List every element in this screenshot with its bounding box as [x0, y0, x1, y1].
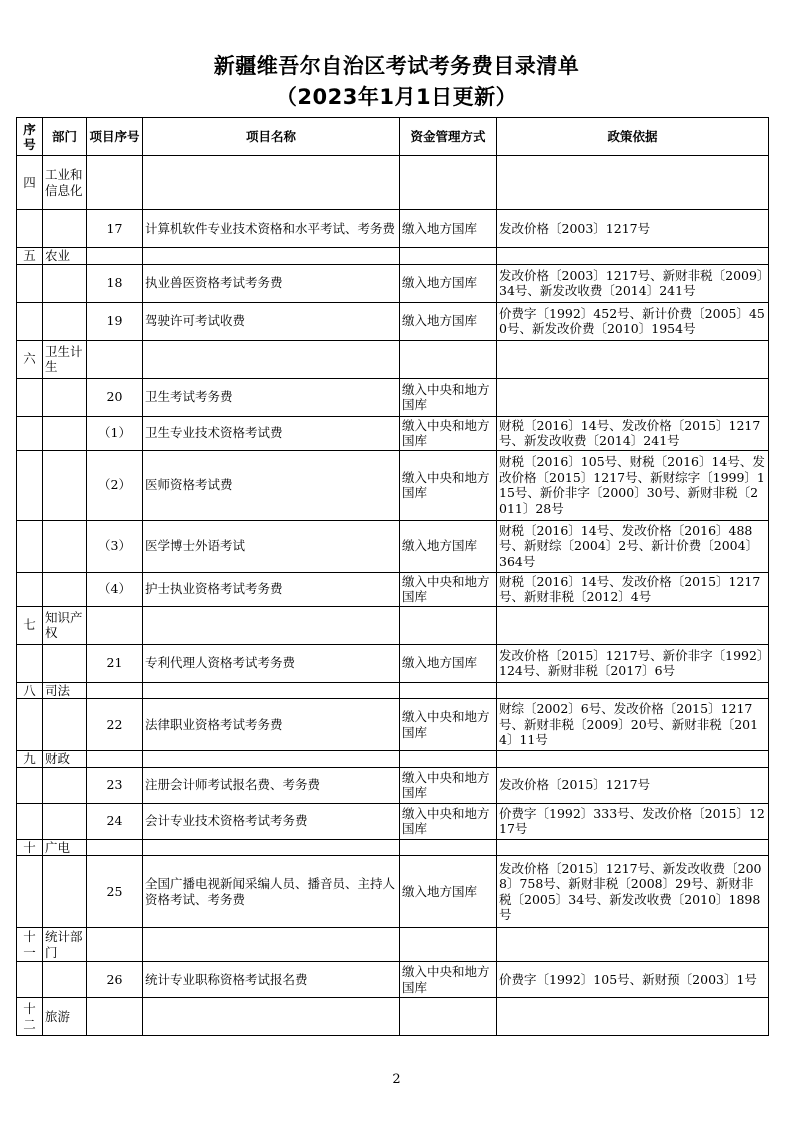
- cell-item-name: [143, 682, 400, 699]
- cell-policy-basis: 发改价格〔2015〕1217号、新发改收费〔2008〕758号、新财非税〔2008〕29号、新财非税〔2005〕34号、新发改收费〔2010〕1898号: [497, 856, 769, 928]
- cell-fund-management: [400, 340, 497, 378]
- cell-dept: [43, 644, 87, 682]
- cell-seq: 十一: [17, 928, 43, 962]
- cell-seq: [17, 302, 43, 340]
- table-row: [17, 378, 769, 416]
- table-row: [17, 856, 769, 928]
- cell-seq: [17, 644, 43, 682]
- category-row: [17, 156, 769, 210]
- cell-policy-basis: [497, 378, 769, 416]
- cell-item-name: [143, 928, 400, 962]
- cell-policy-basis: [497, 928, 769, 962]
- cell-policy-basis: 发改价格〔2015〕1217号: [497, 767, 769, 803]
- cell-item-no: （2）: [87, 450, 143, 520]
- cell-seq: [17, 803, 43, 839]
- category-row: [17, 682, 769, 699]
- table-row: [17, 264, 769, 302]
- cell-policy-basis: 财综〔2002〕6号、发改价格〔2015〕1217号、新财非税〔2009〕20号、新财非税〔2014〕11号: [497, 699, 769, 751]
- cell-item-name: [143, 751, 400, 768]
- table-row: [17, 699, 769, 751]
- cell-dept: [43, 450, 87, 520]
- cell-dept: 工业和信息化: [43, 156, 87, 210]
- cell-fund-management: [400, 998, 497, 1036]
- cell-item-no: [87, 156, 143, 210]
- cell-item-no: [87, 606, 143, 644]
- cell-fund-management: [400, 248, 497, 265]
- cell-item-no: 20: [87, 378, 143, 416]
- category-row: [17, 928, 769, 962]
- cell-item-no: [87, 340, 143, 378]
- cell-dept: [43, 302, 87, 340]
- cell-seq: [17, 962, 43, 998]
- table-row: [17, 450, 769, 520]
- cell-policy-basis: [497, 156, 769, 210]
- cell-fund-management: 缴入中央和地方国库: [400, 962, 497, 998]
- cell-policy-basis: [497, 248, 769, 265]
- category-row: [17, 839, 769, 856]
- cell-seq: 六: [17, 340, 43, 378]
- cell-fund-management: [400, 928, 497, 962]
- cell-policy-basis: 财税〔2016〕14号、发改价格〔2015〕1217号、新发改收费〔2014〕241号: [497, 416, 769, 450]
- cell-policy-basis: [497, 751, 769, 768]
- cell-item-name: [143, 340, 400, 378]
- cell-policy-basis: [497, 682, 769, 699]
- cell-policy-basis: 发改价格〔2015〕1217号、新价非字〔1992〕124号、新财非税〔2017〕6号: [497, 644, 769, 682]
- category-row: [17, 606, 769, 644]
- cell-dept: [43, 962, 87, 998]
- cell-dept: [43, 803, 87, 839]
- cell-item-name: 全国广播电视新闻采编人员、播音员、主持人资格考试、考务费: [143, 856, 400, 928]
- cell-item-no: 17: [87, 210, 143, 248]
- cell-item-name: 统计专业职称资格考试报名费: [143, 962, 400, 998]
- cell-item-name: 护士执业资格考试考务费: [143, 572, 400, 606]
- cell-seq: [17, 210, 43, 248]
- cell-dept: 统计部门: [43, 928, 87, 962]
- table-row: [17, 302, 769, 340]
- cell-fund-management: 缴入地方国库: [400, 644, 497, 682]
- cell-fund-management: 缴入中央和地方国库: [400, 378, 497, 416]
- table-row: [17, 520, 769, 572]
- cell-item-no: 24: [87, 803, 143, 839]
- cell-seq: 四: [17, 156, 43, 210]
- cell-item-no: 21: [87, 644, 143, 682]
- table-row: [17, 572, 769, 606]
- cell-policy-basis: 财税〔2016〕14号、发改价格〔2016〕488号、新财综〔2004〕2号、新计价费〔2004〕364号: [497, 520, 769, 572]
- cell-fund-management: [400, 156, 497, 210]
- cell-item-no: [87, 751, 143, 768]
- category-row: [17, 998, 769, 1036]
- cell-seq: 五: [17, 248, 43, 265]
- cell-dept: 旅游: [43, 998, 87, 1036]
- cell-item-name: [143, 998, 400, 1036]
- cell-dept: [43, 856, 87, 928]
- cell-fund-management: 缴入地方国库: [400, 264, 497, 302]
- cell-fund-management: 缴入地方国库: [400, 856, 497, 928]
- cell-policy-basis: 财税〔2016〕105号、财税〔2016〕14号、发改价格〔2015〕1217号、新财综字〔1999〕115号、新价非字〔2000〕30号、新财非税〔2011〕28号: [497, 450, 769, 520]
- cell-fund-management: 缴入中央和地方国库: [400, 803, 497, 839]
- cell-item-name: 计算机软件专业技术资格和水平考试、考务费: [143, 210, 400, 248]
- cell-seq: 十: [17, 839, 43, 856]
- cell-fund-management: [400, 839, 497, 856]
- cell-item-name: 卫生专业技术资格考试费: [143, 416, 400, 450]
- table-row: [17, 803, 769, 839]
- cell-item-no: [87, 682, 143, 699]
- table-row: [17, 644, 769, 682]
- cell-policy-basis: 发改价格〔2003〕1217号、新财非税〔2009〕34号、新发改收费〔2014〕241号: [497, 264, 769, 302]
- cell-fund-management: 缴入中央和地方国库: [400, 767, 497, 803]
- cell-policy-basis: [497, 340, 769, 378]
- cell-item-no: 22: [87, 699, 143, 751]
- cell-item-no: 23: [87, 767, 143, 803]
- page-number: 2: [392, 1072, 401, 1087]
- cell-seq: 九: [17, 751, 43, 768]
- cell-dept: [43, 416, 87, 450]
- cell-dept: [43, 210, 87, 248]
- cell-item-name: [143, 606, 400, 644]
- document-title: 新疆维吾尔自治区考试考务费目录清单: [213, 54, 580, 78]
- cell-item-name: 会计专业技术资格考试考务费: [143, 803, 400, 839]
- table-row: [17, 767, 769, 803]
- cell-item-name: 注册会计师考试报名费、考务费: [143, 767, 400, 803]
- cell-dept: [43, 520, 87, 572]
- table-header-row: [17, 118, 769, 156]
- cell-fund-management: [400, 682, 497, 699]
- table-row: [17, 210, 769, 248]
- cell-seq: 七: [17, 606, 43, 644]
- cell-item-name: 专利代理人资格考试考务费: [143, 644, 400, 682]
- cell-policy-basis: 发改价格〔2003〕1217号: [497, 210, 769, 248]
- cell-seq: [17, 520, 43, 572]
- cell-dept: 财政: [43, 751, 87, 768]
- cell-policy-basis: 价费字〔1992〕452号、新计价费〔2005〕450号、新发改价费〔2010〕1954号: [497, 302, 769, 340]
- cell-seq: [17, 416, 43, 450]
- header-fund-management: 资金管理方式: [400, 118, 497, 156]
- cell-fund-management: 缴入地方国库: [400, 210, 497, 248]
- cell-seq: [17, 450, 43, 520]
- cell-item-no: 26: [87, 962, 143, 998]
- cell-fund-management: 缴入地方国库: [400, 302, 497, 340]
- cell-item-no: [87, 839, 143, 856]
- cell-policy-basis: [497, 839, 769, 856]
- cell-item-no: [87, 248, 143, 265]
- cell-seq: [17, 767, 43, 803]
- table-row: [17, 416, 769, 450]
- cell-dept: 广电: [43, 839, 87, 856]
- cell-item-name: 驾驶许可考试收费: [143, 302, 400, 340]
- cell-item-name: 卫生考试考务费: [143, 378, 400, 416]
- cell-item-name: [143, 248, 400, 265]
- cell-dept: [43, 378, 87, 416]
- cell-item-no: （4）: [87, 572, 143, 606]
- fee-catalog-table: [16, 117, 769, 1036]
- header-dept: 部门: [43, 118, 87, 156]
- document-subtitle-date: （2023年1月1日更新）: [275, 85, 518, 109]
- cell-policy-basis: 价费字〔1992〕333号、发改价格〔2015〕1217号: [497, 803, 769, 839]
- cell-item-no: 18: [87, 264, 143, 302]
- cell-item-name: 医师资格考试费: [143, 450, 400, 520]
- cell-seq: [17, 264, 43, 302]
- header-item-no: 项目序号: [87, 118, 143, 156]
- cell-seq: 十二: [17, 998, 43, 1036]
- cell-item-name: 医学博士外语考试: [143, 520, 400, 572]
- cell-policy-basis: [497, 606, 769, 644]
- cell-dept: 司法: [43, 682, 87, 699]
- cell-dept: [43, 767, 87, 803]
- cell-item-name: [143, 156, 400, 210]
- cell-fund-management: [400, 606, 497, 644]
- cell-dept: [43, 264, 87, 302]
- cell-dept: 知识产权: [43, 606, 87, 644]
- cell-item-no: [87, 998, 143, 1036]
- cell-fund-management: 缴入中央和地方国库: [400, 699, 497, 751]
- header-item-name: 项目名称: [143, 118, 400, 156]
- cell-seq: [17, 378, 43, 416]
- cell-fund-management: [400, 751, 497, 768]
- cell-fund-management: 缴入中央和地方国库: [400, 416, 497, 450]
- cell-fund-management: 缴入中央和地方国库: [400, 572, 497, 606]
- cell-fund-management: 缴入地方国库: [400, 520, 497, 572]
- category-row: [17, 248, 769, 265]
- category-row: [17, 340, 769, 378]
- cell-fund-management: 缴入中央和地方国库: [400, 450, 497, 520]
- cell-seq: [17, 699, 43, 751]
- cell-dept: [43, 572, 87, 606]
- cell-item-no: （3）: [87, 520, 143, 572]
- cell-seq: 八: [17, 682, 43, 699]
- cell-item-no: 25: [87, 856, 143, 928]
- cell-policy-basis: [497, 998, 769, 1036]
- cell-item-no: 19: [87, 302, 143, 340]
- cell-item-name: 执业兽医资格考试考务费: [143, 264, 400, 302]
- cell-policy-basis: 价费字〔1992〕105号、新财预〔2003〕1号: [497, 962, 769, 998]
- cell-dept: 卫生计生: [43, 340, 87, 378]
- cell-item-name: 法律职业资格考试考务费: [143, 699, 400, 751]
- cell-dept: 农业: [43, 248, 87, 265]
- cell-item-no: （1）: [87, 416, 143, 450]
- header-seq: 序号: [17, 118, 43, 156]
- cell-dept: [43, 699, 87, 751]
- cell-item-name: [143, 839, 400, 856]
- header-policy-basis: 政策依据: [497, 118, 769, 156]
- cell-seq: [17, 856, 43, 928]
- table-row: [17, 962, 769, 998]
- cell-policy-basis: 财税〔2016〕14号、发改价格〔2015〕1217号、新财非税〔2012〕4号: [497, 572, 769, 606]
- cell-item-no: [87, 928, 143, 962]
- cell-seq: [17, 572, 43, 606]
- category-row: [17, 751, 769, 768]
